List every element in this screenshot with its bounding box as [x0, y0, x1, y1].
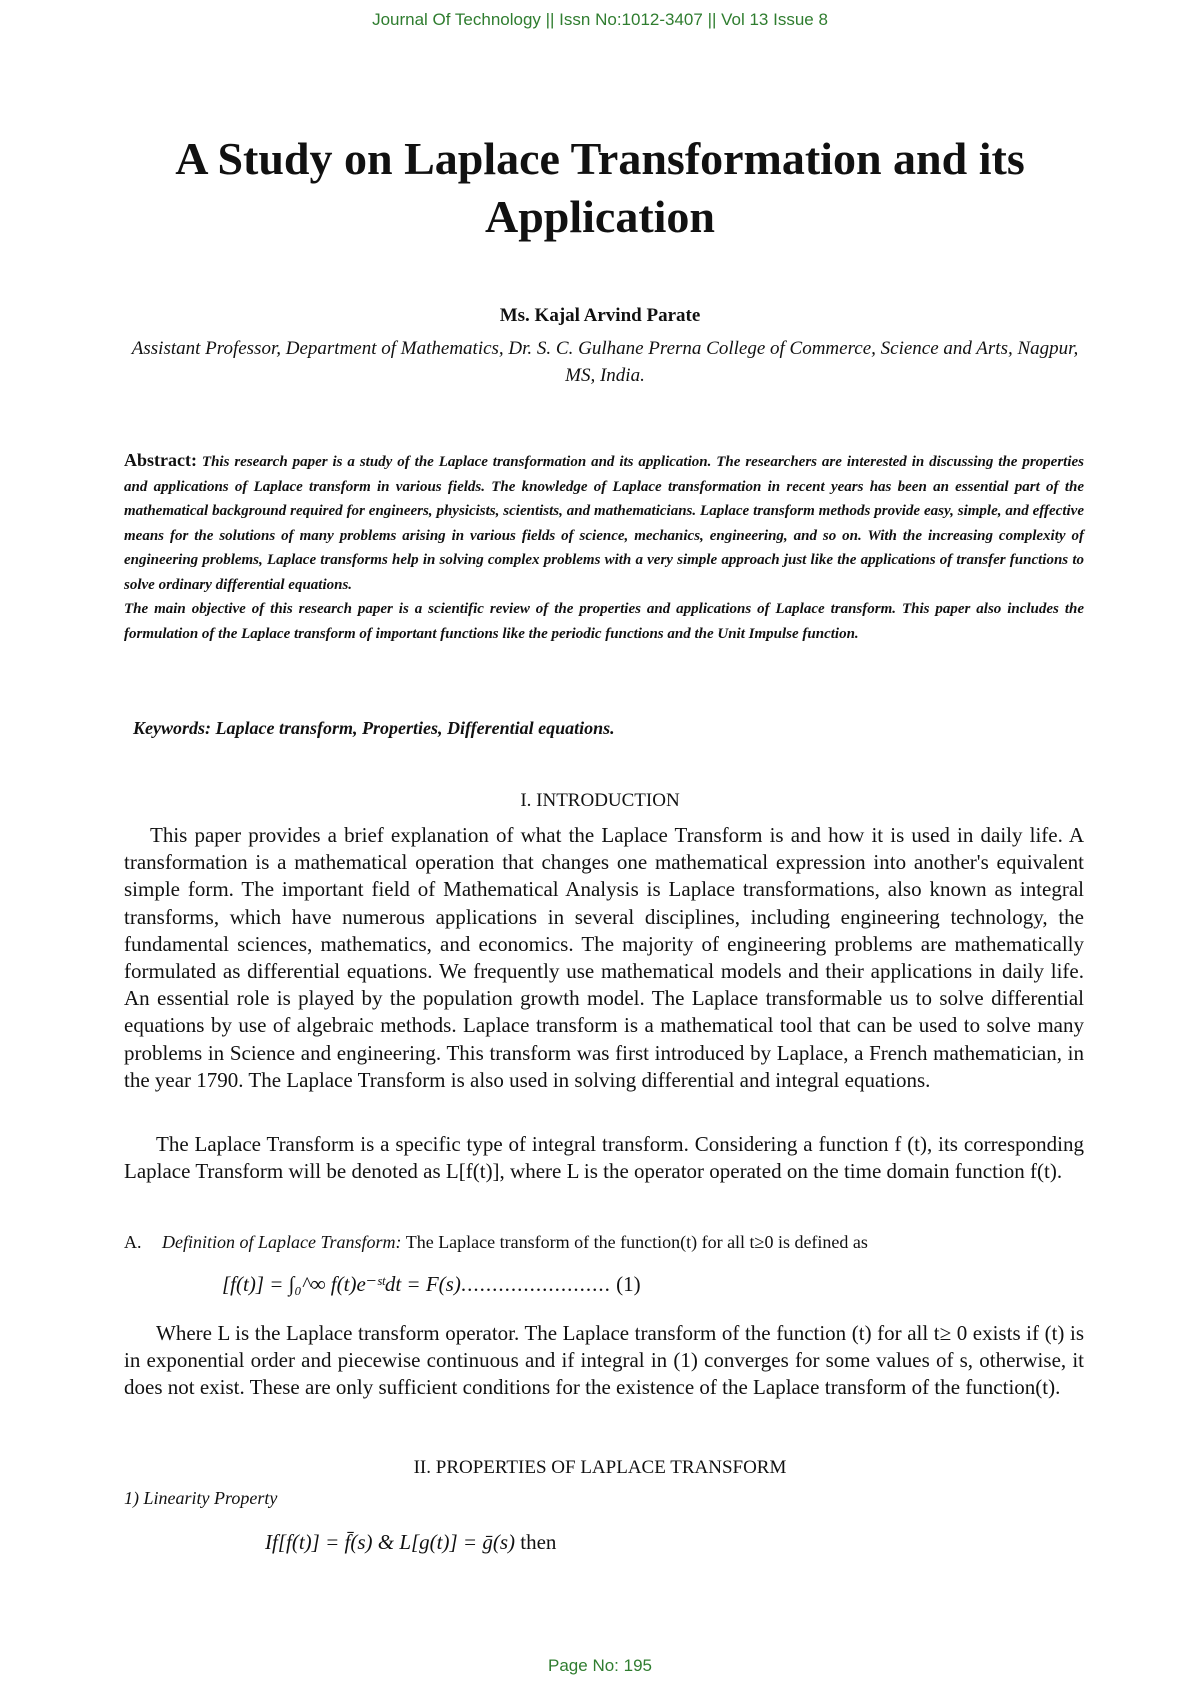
equation-expression: [f(t)] = ∫₀^∞ f(t)e⁻ˢᵗdt = F(s): [222, 1272, 461, 1296]
abstract-text-1: This research paper is a study of the Laplace transformation and its application. The researchers are interested in discussing the properties and applications of Laplace transform in various fields. The knowledge of Laplace transformation in recent years has been an essential part of the mathematical background required for engineers, physicists, scientists, and mathematicians. Laplace transform methods provide easy, simple, and effective means for the solutions of many problems arising in various fields of science, mechanics, engineering, and so on. With the increasing complexity of engineering problems, Laplace transforms help in solving complex problems with a very simple approach just like the applications of transfer functions to solve ordinary differential equations.: [124, 454, 1084, 593]
abstract-label: Abstract:: [124, 450, 197, 470]
paper-title: A Study on Laplace Transformation and its Application: [175, 133, 1025, 242]
definition-text: The Laplace transform of the function(t) for all t≥0 is defined as: [405, 1232, 868, 1252]
definition-marker: A.: [124, 1232, 142, 1252]
author-name: Ms. Kajal Arvind Parate: [499, 305, 701, 326]
definition-line: [124, 1232, 1084, 1253]
abstract-text-2: The main objective of this research paper is a scientific review of the properties and applications of Laplace transform. This paper also includes the formulation of the Laplace transform of important functions like the periodic functions and the Unit Impulse function.: [124, 601, 1084, 642]
linearity-statement: [265, 1530, 556, 1555]
linearity-then: then: [520, 1530, 557, 1554]
keywords: Keywords: Laplace transform, Properties, Differential equations.: [133, 718, 615, 738]
properties-heading: II. PROPERTIES OF LAPLACE TRANSFORM: [413, 1457, 787, 1478]
introduction-paragraph-2: The Laplace Transform is a specific type of integral transform. Considering a function f (t), its corresponding Laplace Transform will be denoted as L[f(t)], where L is the operator operated on the time domain function f(t).: [124, 1132, 1084, 1184]
abstract: [124, 448, 1084, 646]
laplace-definition-equation: [222, 1272, 641, 1297]
abstract-paragraph-1: [124, 448, 1084, 597]
page-number: Page No: 195: [548, 1656, 652, 1675]
definition-term: Definition of Laplace Transform:: [162, 1232, 402, 1252]
author-affiliation: Assistant Professor, Department of Mathematics, Dr. S. C. Gulhane Prerna College of Commerce, Science and Arts, Nagpur, MS, India.: [131, 338, 1079, 386]
abstract-paragraph-2: [124, 597, 1084, 646]
introduction-paragraph-1: This paper provides a brief explanation of what the Laplace Transform is and how it is used in daily life. A transformation is a mathematical operation that changes one mathematical expression into another's equivalent simple form. The important field of Mathematical Analysis is Laplace transformations, also known as integral transforms, which have numerous applications in several disciplines, including engineering technology, the fundamental sciences, mathematics, and economics. The majority of engineering problems are mathematically formulated as differential equations. We frequently use mathematical models and their applications in daily life. An essential role is played by the population growth model. The Laplace transformable us to solve differential equations by use of algebraic methods. Laplace transform is a mathematical tool that can be used to solve many problems in Science and engineering. This transform was first introduced by Laplace, a French mathematician, in the year 1790. The Laplace Transform is also used in solving differential and integral equations.: [124, 823, 1084, 1092]
journal-header: Journal Of Technology || Issn No:1012-3407 || Vol 13 Issue 8: [372, 10, 828, 29]
linearity-property-heading: 1) Linearity Property: [124, 1488, 278, 1508]
introduction-heading: I. INTRODUCTION: [520, 790, 680, 811]
equation-leader-dots: ........................: [460, 1272, 611, 1296]
introduction-paragraph-3: Where L is the Laplace transform operator. The Laplace transform of the function (t) for all t≥ 0 exists if (t) is in exponential order and piecewise continuous and if integral in (1) converges for some values of s, otherwise, it does not exist. These are only sufficient conditions for the existence of the Laplace transform of the function(t).: [124, 1321, 1084, 1400]
equation-number: (1): [616, 1272, 641, 1296]
linearity-expression: If[f(t)] = f̄(s) & L[g(t)] = ḡ(s): [265, 1530, 516, 1554]
